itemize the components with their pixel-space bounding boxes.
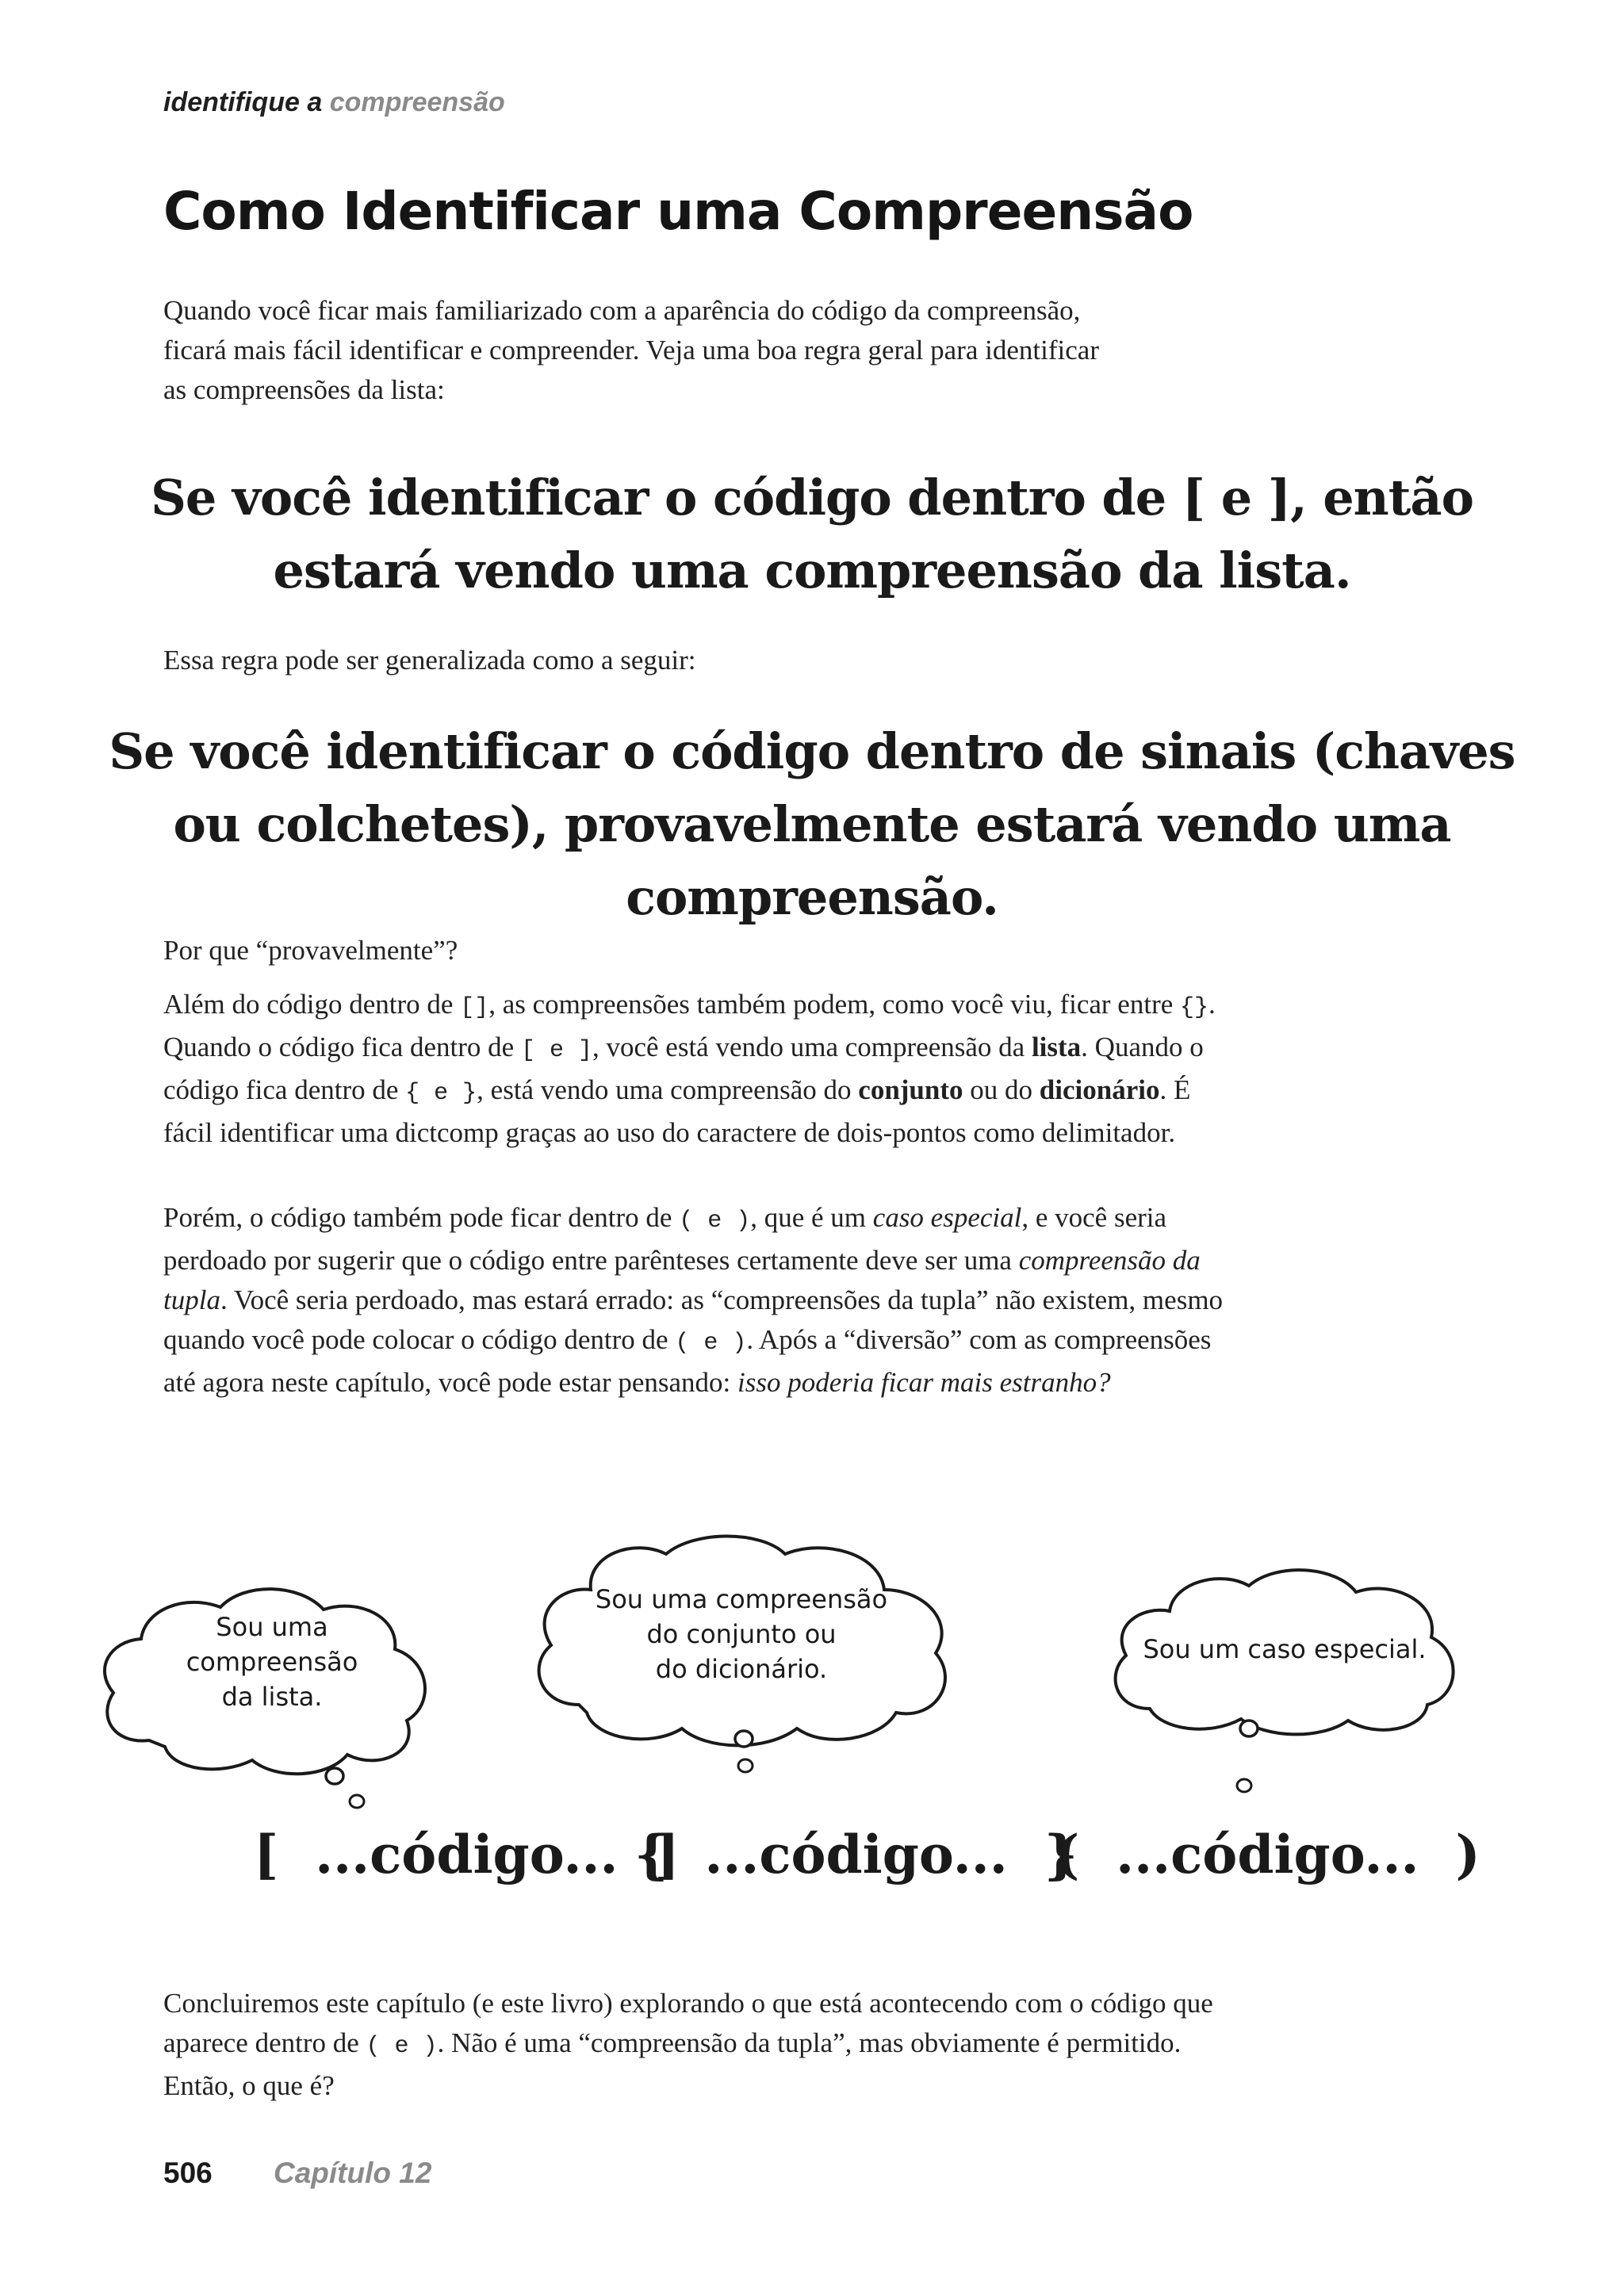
- code-example-tuple: ( ...código... ): [1055, 1824, 1480, 1885]
- italic-term: compreensão da tupla: [163, 1245, 1201, 1315]
- parentheses-paragraph: [163, 1198, 1234, 1403]
- thought-dot-icon: [1235, 1776, 1266, 1824]
- text-span: , que é um: [750, 1202, 873, 1233]
- brackets-paragraph: [163, 985, 1234, 1153]
- bold-term-dicionario: dicionário: [1039, 1074, 1160, 1105]
- text-span: , está vendo uma compreensão do: [477, 1074, 859, 1105]
- bubble-text: Sou uma compreensão do conjunto ou do dicionário.: [595, 1584, 888, 1684]
- thought-bubble-special: [1106, 1562, 1463, 1736]
- code-example-list: [ ...código... ]: [254, 1824, 680, 1885]
- running-head-suffix: compreensão: [329, 87, 505, 117]
- intro-paragraph: Quando você ficar mais familiarizado com a aparência do código da compreensão, ficará mais fácil identificar e compreender. Veja uma boa regra geral para identificar as compreensões da lista:: [163, 295, 1099, 405]
- bold-term-conjunto: conjunto: [858, 1074, 963, 1105]
- italic-term: isso poderia ficar mais estranho?: [737, 1367, 1111, 1398]
- generalize-paragraph: Essa regra pode ser generalizada como a seguir:: [163, 645, 696, 676]
- text-span: , você está vendo uma compreensão da: [592, 1032, 1032, 1062]
- text-span: . É fácil identificar uma dictcomp graças ao uso do caractere de dois-pontos como delimitador.: [163, 1074, 1191, 1148]
- text-span: Concluiremos este capítulo (e este livro) explorando o que está acontecendo com o código que aparece dentro de: [163, 1988, 1213, 2058]
- code-span: ( e ): [679, 1208, 751, 1235]
- rule-list-comprehension: Se você identificar o código dentro de [ e ], então estará vendo uma compreensão da lista.: [151, 469, 1473, 599]
- chapter-label: Capítulo 12: [274, 2157, 432, 2189]
- code-span: { e }: [405, 1080, 477, 1107]
- page-title: Como Identificar uma Compreensão: [163, 181, 1193, 242]
- text-span: . Após a “diversão” com as compreensões até agora neste capítulo, você pode estar pensando:: [163, 1324, 1212, 1398]
- thought-bubble-set-dict: [523, 1526, 967, 1756]
- why-question: Por que “provavelmente”?: [163, 935, 458, 966]
- code-span: ( e ): [675, 1330, 747, 1357]
- code-span: [ e ]: [520, 1037, 592, 1064]
- italic-term: caso especial: [872, 1202, 1022, 1233]
- code-span: ( e ): [366, 2033, 438, 2060]
- text-span: . Não é uma “compreensão da tupla”, mas obviamente é permitido. Então, o que é?: [163, 2027, 1182, 2101]
- thought-bubble-list: [94, 1566, 442, 1788]
- code-span: []: [460, 994, 489, 1021]
- bubble-text: Sou um caso especial.: [1143, 1634, 1427, 1664]
- bold-term-lista: lista: [1031, 1032, 1082, 1062]
- text-span: Além do código dentro de: [163, 989, 461, 1020]
- bubble-text: Sou uma compreensão da lista.: [186, 1612, 358, 1712]
- text-span: Porém, o código também pode ficar dentro de: [163, 1202, 680, 1233]
- page-number: 506: [163, 2157, 213, 2189]
- code-example-set-dict: { ...código... }: [634, 1824, 1078, 1885]
- running-head-prefix: identifique a: [163, 87, 323, 117]
- code-span: {}: [1180, 994, 1209, 1021]
- closing-paragraph: [163, 1984, 1234, 2106]
- text-span: . Quando o código fica dentro de: [163, 989, 1216, 1062]
- text-span: . Quando o código fica dentro de: [163, 1032, 1204, 1105]
- text-span: , e você seria perdoado por sugerir que o código entre parênteses certamente deve ser uma: [163, 1202, 1167, 1276]
- text-span: . Você seria perdoado, mas estará errado: as “compreensões da tupla” não existem, mesmo quando você pode colocar o código dentro de: [163, 1284, 1224, 1355]
- running-head: [163, 87, 505, 118]
- thought-dot-icon: [736, 1756, 768, 1804]
- text-span: ou do: [963, 1074, 1040, 1105]
- text-span: , as compreensões também podem, como você viu, ficar entre: [488, 989, 1181, 1020]
- rule-general-comprehension: Se você identificar o código dentro de sinais (chaves ou colchetes), provavelmente estará vendo uma compreensão.: [109, 722, 1515, 926]
